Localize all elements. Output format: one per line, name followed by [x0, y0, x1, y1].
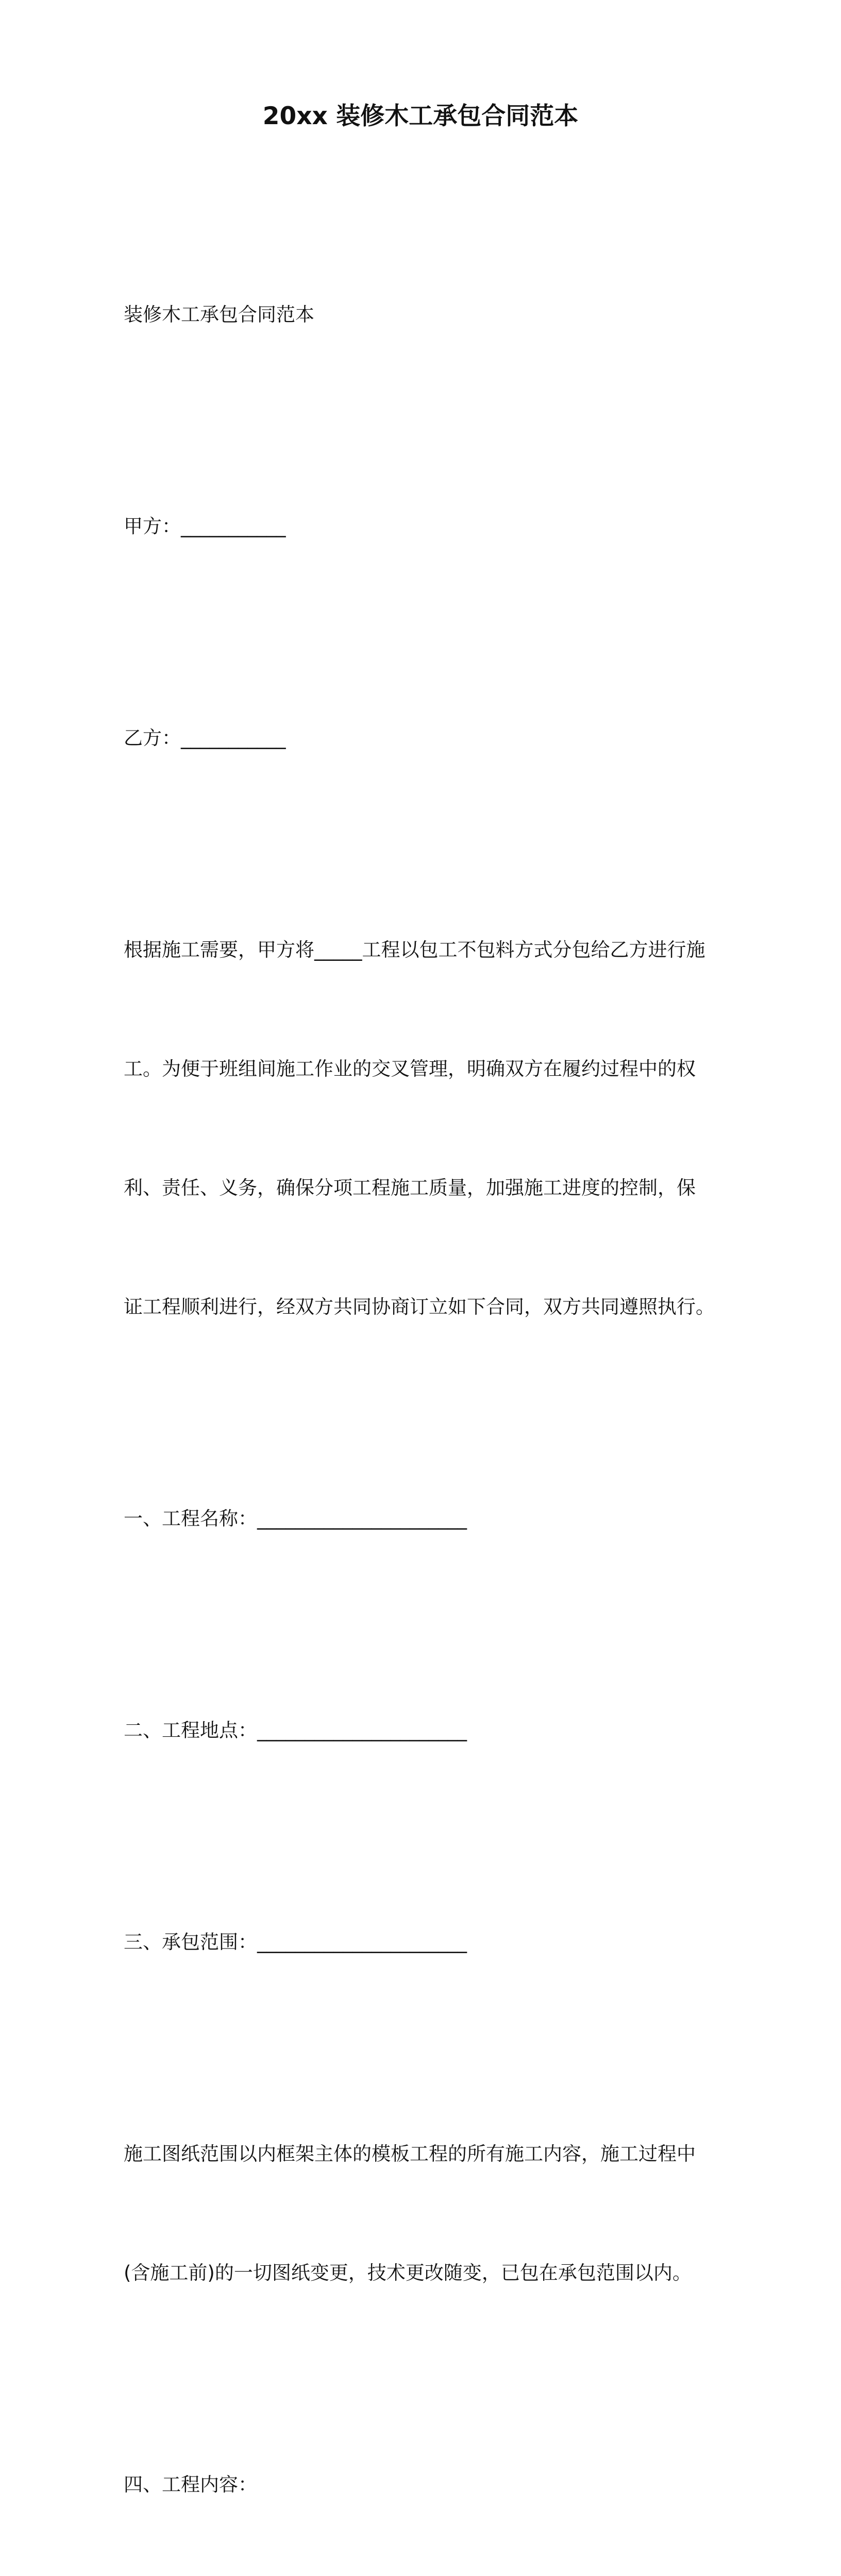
text-line: 工。为便于班组间施工作业的交叉管理，明确双方在履约过程中的权 — [124, 1058, 696, 1080]
text-line: 证工程顺利进行，经双方共同协商订立如下合同，双方共同遵照执行。 — [124, 1296, 715, 1318]
text-line: 利、责任、义务，确保分项工程施工质量，加强施工进度的控制，保 — [124, 1177, 696, 1199]
text-line: 二、工程地点：______________________ — [124, 1719, 467, 1741]
document-title: 20xx 装修木工承包合同范本 — [262, 102, 579, 130]
work-content-heading — [124, 2385, 721, 2576]
party-a-field — [124, 427, 721, 625]
text-line: 施工图纸范围以内框架主体的模板工程的所有施工内容，施工过程中 — [124, 2143, 696, 2165]
text-line: 装修木工承包合同范本 — [124, 303, 314, 326]
contract-scope-field — [124, 1843, 721, 2041]
party-b-field — [124, 639, 721, 837]
project-name-field — [124, 1419, 721, 1618]
project-location-field — [124, 1631, 721, 1829]
text-line: (含施工前)的一切图纸变更，技术更改随变，已包在承包范围以内。 — [124, 2262, 692, 2284]
text-line: 乙方：___________ — [124, 727, 286, 749]
document-body — [124, 215, 721, 2576]
preamble-paragraph — [124, 851, 721, 1406]
scope-paragraph — [124, 2055, 721, 2372]
text-line: 四、工程内容： — [124, 2473, 257, 2496]
text-line: 三、承包范围：______________________ — [124, 1931, 467, 1953]
text-line: 根据施工需要，甲方将_____工程以包工不包料方式分包给乙方进行施 — [124, 939, 705, 961]
doc-subtitle — [124, 215, 721, 414]
text-line: 甲方：___________ — [124, 515, 286, 537]
text-line: 一、工程名称：______________________ — [124, 1507, 467, 1530]
